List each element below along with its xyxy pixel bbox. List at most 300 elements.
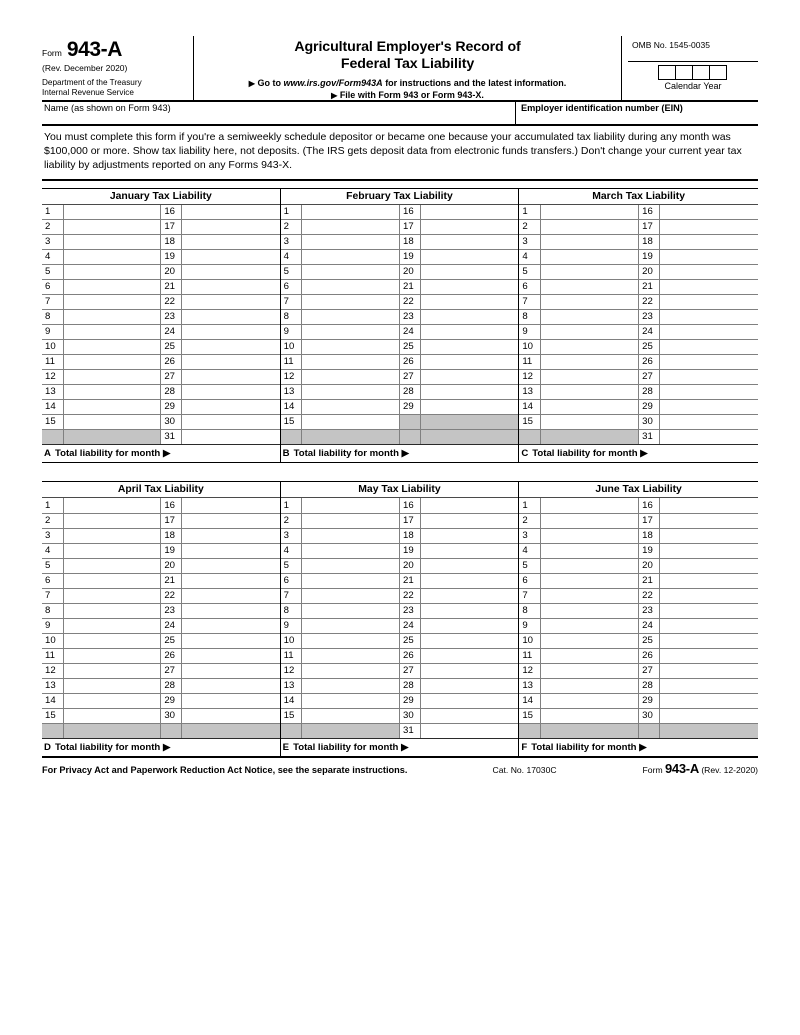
day-number-right: 29: [399, 693, 420, 708]
day-amount-right-input[interactable]: [660, 528, 758, 543]
day-number-left: 1: [281, 498, 302, 513]
day-amount-left-input[interactable]: [540, 280, 638, 295]
arrow-right-icon: ▶: [637, 448, 648, 460]
day-amount-right-input[interactable]: [182, 325, 280, 340]
day-amount-left-input[interactable]: [63, 355, 161, 370]
day-amount-left-input[interactable]: [540, 415, 638, 430]
day-amount-right-input[interactable]: [660, 205, 758, 220]
day-amount-left-input[interactable]: [302, 603, 400, 618]
goto-url[interactable]: www.irs.gov/Form943A: [283, 77, 383, 88]
day-amount-right-input[interactable]: [660, 693, 758, 708]
month-column-a: [42, 189, 281, 463]
identity-row: [42, 102, 758, 126]
day-number-left: 12: [281, 370, 302, 385]
calendar-year-digit-1[interactable]: [658, 65, 676, 80]
total-row-label: Total liability for month: [531, 741, 637, 753]
day-amount-right-input[interactable]: [420, 528, 518, 543]
day-number-right: [399, 415, 420, 430]
form-word-label: Form: [42, 48, 62, 58]
table-row: [519, 370, 758, 385]
day-amount-right-input[interactable]: [420, 310, 518, 325]
day-number-right: 27: [399, 663, 420, 678]
day-amount-left-input[interactable]: [302, 708, 400, 723]
day-amount-right-input[interactable]: [420, 295, 518, 310]
day-number-left: 14: [42, 693, 63, 708]
internal-revenue-service: Internal Revenue Service: [42, 88, 134, 97]
day-amount-left-input[interactable]: [63, 325, 161, 340]
calendar-year-digit-4[interactable]: [709, 65, 727, 80]
day-number-right: 27: [161, 370, 182, 385]
day-amount-right-input[interactable]: [182, 235, 280, 250]
day-amount-right-input[interactable]: [182, 573, 280, 588]
day-number-right: 19: [161, 543, 182, 558]
day-amount-right-input[interactable]: [420, 693, 518, 708]
day-number-left: 6: [281, 573, 302, 588]
day-number-right: 22: [161, 295, 182, 310]
day-number-right: 25: [399, 633, 420, 648]
day-amount-right-input[interactable]: [420, 603, 518, 618]
day-amount-left-input[interactable]: [540, 340, 638, 355]
day-number-right: [399, 430, 420, 445]
day-amount-right-input[interactable]: [182, 693, 280, 708]
goto-prefix: Go to: [257, 77, 281, 88]
day-amount-left-input[interactable]: [302, 295, 400, 310]
total-liability-row-f[interactable]: [519, 739, 758, 756]
day-amount-right-input[interactable]: [420, 723, 518, 738]
day-amount-right-input[interactable]: [420, 250, 518, 265]
day-number-left: 6: [42, 573, 63, 588]
day-amount-left-input[interactable]: [540, 648, 638, 663]
day-amount-right-input[interactable]: [182, 400, 280, 415]
day-amount-left-input[interactable]: [302, 310, 400, 325]
day-amount-right-input[interactable]: [420, 280, 518, 295]
day-amount-left-input[interactable]: [540, 310, 638, 325]
day-number-left: 11: [519, 648, 540, 663]
day-number-right: 16: [399, 498, 420, 513]
day-amount-right-input[interactable]: [660, 558, 758, 573]
day-amount-left-input[interactable]: [302, 265, 400, 280]
day-amount-left-input[interactable]: [302, 558, 400, 573]
day-amount-right-input[interactable]: [660, 280, 758, 295]
day-amount-left-input[interactable]: [302, 663, 400, 678]
day-number-right: 31: [161, 430, 182, 445]
day-amount-left-input[interactable]: [540, 370, 638, 385]
day-amount-right-input[interactable]: [182, 618, 280, 633]
day-amount-right-input[interactable]: [420, 513, 518, 528]
day-amount-right-input[interactable]: [420, 588, 518, 603]
day-amount-right-input[interactable]: [182, 498, 280, 513]
table-row: [519, 430, 758, 445]
month-column-c: [519, 189, 758, 463]
table-row: [519, 528, 758, 543]
day-amount-left-input[interactable]: [63, 415, 161, 430]
day-amount-right-input[interactable]: [182, 340, 280, 355]
day-number-right: [161, 723, 182, 738]
day-amount-left-input[interactable]: [63, 205, 161, 220]
day-number-right: 24: [161, 618, 182, 633]
table-row: [519, 588, 758, 603]
day-amount-left-input[interactable]: [540, 663, 638, 678]
day-number-left: 2: [519, 220, 540, 235]
name-field[interactable]: [42, 102, 516, 124]
day-amount-left-input[interactable]: [540, 235, 638, 250]
day-amount-right-input[interactable]: [660, 310, 758, 325]
table-row: [281, 265, 519, 280]
day-amount-left-input[interactable]: [302, 678, 400, 693]
day-amount-right-input[interactable]: [420, 633, 518, 648]
day-amount-right-input[interactable]: [182, 265, 280, 280]
day-number-right: 18: [399, 235, 420, 250]
day-amount-right-input[interactable]: [660, 265, 758, 280]
day-amount-right-input[interactable]: [182, 295, 280, 310]
day-amount-right-input[interactable]: [182, 250, 280, 265]
day-amount-right-input[interactable]: [420, 498, 518, 513]
table-row: [42, 370, 280, 385]
day-amount-right-input[interactable]: [660, 415, 758, 430]
day-amount-right-input[interactable]: [660, 588, 758, 603]
day-amount-right-input[interactable]: [660, 325, 758, 340]
day-number-left: 13: [281, 385, 302, 400]
day-amount-left-input[interactable]: [63, 528, 161, 543]
day-amount-right-input[interactable]: [660, 235, 758, 250]
day-number-left: 15: [42, 415, 63, 430]
day-amount-left-input[interactable]: [302, 633, 400, 648]
table-row: [519, 558, 758, 573]
day-amount-left-input[interactable]: [540, 603, 638, 618]
day-amount-left-input[interactable]: [302, 588, 400, 603]
table-row: [519, 205, 758, 220]
day-amount-left-input[interactable]: [63, 220, 161, 235]
day-amount-right-input[interactable]: [660, 603, 758, 618]
table-row: [281, 633, 519, 648]
day-amount-left-input[interactable]: [540, 250, 638, 265]
day-amount-right-input[interactable]: [182, 310, 280, 325]
department-treasury: Department of the Treasury: [42, 78, 142, 87]
day-amount-right-input[interactable]: [660, 573, 758, 588]
day-amount-right-input[interactable]: [420, 385, 518, 400]
day-number-left: 7: [519, 588, 540, 603]
day-amount-left-input[interactable]: [302, 220, 400, 235]
month-title: March Tax Liability: [519, 189, 758, 205]
day-amount-left-input[interactable]: [63, 370, 161, 385]
day-number-left: 2: [42, 513, 63, 528]
day-amount-left-input[interactable]: [63, 400, 161, 415]
day-amount-right-disabled: [420, 430, 518, 445]
day-amount-right-input[interactable]: [660, 648, 758, 663]
day-number-right: 26: [639, 648, 660, 663]
total-liability-row-a[interactable]: [42, 445, 280, 462]
day-amount-left-input[interactable]: [302, 400, 400, 415]
day-amount-right-input[interactable]: [182, 603, 280, 618]
day-amount-right-input[interactable]: [420, 558, 518, 573]
day-amount-right-input[interactable]: [182, 220, 280, 235]
day-amount-right-input[interactable]: [660, 220, 758, 235]
day-amount-right-input[interactable]: [420, 340, 518, 355]
day-amount-right-input[interactable]: [182, 528, 280, 543]
table-row: [42, 633, 280, 648]
day-amount-left-input[interactable]: [540, 618, 638, 633]
day-amount-left-input[interactable]: [63, 558, 161, 573]
table-row: [519, 573, 758, 588]
day-amount-right-input[interactable]: [660, 513, 758, 528]
day-number-left: 4: [281, 543, 302, 558]
day-amount-right-input[interactable]: [660, 678, 758, 693]
day-amount-left-input[interactable]: [540, 400, 638, 415]
day-number-right: 30: [639, 415, 660, 430]
table-row: [42, 430, 280, 445]
day-amount-right-input[interactable]: [660, 370, 758, 385]
day-number-left: 8: [42, 603, 63, 618]
day-amount-left-input[interactable]: [63, 678, 161, 693]
day-amount-left-input[interactable]: [63, 265, 161, 280]
day-amount-right-input[interactable]: [660, 355, 758, 370]
day-amount-right-input[interactable]: [182, 385, 280, 400]
day-amount-right-input[interactable]: [660, 400, 758, 415]
day-amount-right-input[interactable]: [420, 618, 518, 633]
day-number-left: 8: [519, 603, 540, 618]
day-amount-left-input[interactable]: [302, 693, 400, 708]
month-title: May Tax Liability: [281, 482, 519, 498]
table-row: [42, 528, 280, 543]
day-amount-left-input[interactable]: [540, 220, 638, 235]
day-amount-left-input[interactable]: [63, 513, 161, 528]
day-amount-right-input[interactable]: [660, 430, 758, 445]
day-number-left: 12: [519, 370, 540, 385]
day-amount-right-input[interactable]: [420, 678, 518, 693]
table-row: [519, 415, 758, 430]
day-amount-right-input[interactable]: [660, 498, 758, 513]
day-number-right: 24: [399, 325, 420, 340]
day-amount-left-input[interactable]: [302, 618, 400, 633]
day-number-right: 23: [399, 603, 420, 618]
day-number-right: 17: [399, 220, 420, 235]
day-number-left: 7: [519, 295, 540, 310]
day-amount-right-input[interactable]: [182, 415, 280, 430]
total-row-letter: B: [282, 448, 290, 460]
total-liability-row-c[interactable]: [519, 445, 758, 462]
day-amount-left-input[interactable]: [540, 498, 638, 513]
arrow-right-icon: ▶: [398, 741, 409, 753]
table-row: [42, 385, 280, 400]
day-amount-left-input[interactable]: [63, 588, 161, 603]
day-amount-left-input[interactable]: [540, 355, 638, 370]
total-liability-row-b[interactable]: [281, 445, 519, 462]
day-amount-left-input[interactable]: [302, 573, 400, 588]
day-amount-right-input[interactable]: [420, 325, 518, 340]
day-amount-left-input[interactable]: [302, 498, 400, 513]
day-amount-right-input[interactable]: [660, 618, 758, 633]
month-day-grid: [519, 498, 758, 739]
day-number-left: 14: [281, 693, 302, 708]
day-number-left: [281, 723, 302, 738]
footer-form-number: 943-A: [665, 760, 699, 776]
day-amount-right-input[interactable]: [182, 205, 280, 220]
day-amount-left-input[interactable]: [63, 708, 161, 723]
day-amount-right-input[interactable]: [660, 250, 758, 265]
day-amount-left-input[interactable]: [302, 250, 400, 265]
day-amount-left-input[interactable]: [302, 415, 400, 430]
day-amount-left-input[interactable]: [540, 588, 638, 603]
day-amount-left-input[interactable]: [540, 543, 638, 558]
day-amount-right-input[interactable]: [660, 340, 758, 355]
day-amount-right-input[interactable]: [420, 400, 518, 415]
day-amount-right-input[interactable]: [182, 513, 280, 528]
day-amount-left-input[interactable]: [540, 633, 638, 648]
day-amount-left-input[interactable]: [302, 235, 400, 250]
day-amount-left-input[interactable]: [63, 250, 161, 265]
day-amount-right-input[interactable]: [182, 430, 280, 445]
day-amount-left-input[interactable]: [302, 340, 400, 355]
total-liability-row-d[interactable]: [42, 739, 280, 756]
day-amount-right-input[interactable]: [182, 663, 280, 678]
day-number-left: 10: [42, 340, 63, 355]
day-amount-left-input[interactable]: [540, 265, 638, 280]
day-number-left: 14: [42, 400, 63, 415]
day-number-right: 20: [399, 265, 420, 280]
day-amount-left-input[interactable]: [540, 513, 638, 528]
day-amount-left-input[interactable]: [302, 355, 400, 370]
table-row: [519, 310, 758, 325]
day-amount-left-input[interactable]: [540, 325, 638, 340]
day-amount-right-input[interactable]: [420, 708, 518, 723]
day-amount-left-input[interactable]: [540, 295, 638, 310]
day-amount-right-input[interactable]: [182, 708, 280, 723]
day-number-right: 17: [399, 513, 420, 528]
day-amount-left-input[interactable]: [540, 385, 638, 400]
day-amount-left-input[interactable]: [63, 235, 161, 250]
day-amount-right-input[interactable]: [660, 295, 758, 310]
day-amount-right-input[interactable]: [182, 543, 280, 558]
day-amount-left-input[interactable]: [63, 340, 161, 355]
calendar-year-digit-3[interactable]: [692, 65, 710, 80]
calendar-year-input[interactable]: [659, 65, 727, 80]
table-row: [42, 648, 280, 663]
day-number-right: 30: [399, 708, 420, 723]
day-amount-left-input[interactable]: [302, 528, 400, 543]
name-label: Name (as shown on Form 943): [44, 103, 171, 113]
day-amount-left-input[interactable]: [540, 558, 638, 573]
day-amount-right-input[interactable]: [420, 648, 518, 663]
day-amount-left-input[interactable]: [302, 385, 400, 400]
day-number-right: 21: [639, 573, 660, 588]
day-amount-left-input[interactable]: [540, 573, 638, 588]
day-amount-left-input[interactable]: [302, 325, 400, 340]
day-amount-left-input[interactable]: [302, 543, 400, 558]
file-with-instruction: [194, 90, 621, 100]
table-row: [281, 618, 519, 633]
day-amount-left-input[interactable]: [63, 385, 161, 400]
table-row: [281, 708, 519, 723]
form-header: [42, 36, 758, 102]
day-amount-right-input[interactable]: [182, 678, 280, 693]
day-amount-left-input[interactable]: [63, 280, 161, 295]
ein-label: Employer identification number (EIN): [521, 103, 683, 113]
total-liability-row-e[interactable]: [281, 739, 519, 756]
day-number-right: 17: [161, 513, 182, 528]
day-amount-left-input[interactable]: [63, 693, 161, 708]
table-row: [519, 618, 758, 633]
day-amount-left-input[interactable]: [540, 205, 638, 220]
day-number-left: 7: [42, 295, 63, 310]
day-number-right: 20: [161, 265, 182, 280]
total-row-label: Total liability for month: [54, 448, 161, 460]
day-amount-left-input[interactable]: [63, 603, 161, 618]
day-amount-right-input[interactable]: [420, 543, 518, 558]
day-amount-left-input[interactable]: [302, 648, 400, 663]
form-number-line: [42, 39, 189, 60]
day-amount-right-input[interactable]: [660, 385, 758, 400]
day-amount-right-input[interactable]: [420, 235, 518, 250]
months-row: [42, 188, 758, 464]
form-identity-block: [42, 36, 194, 100]
day-amount-left-input[interactable]: [302, 205, 400, 220]
day-amount-right-input[interactable]: [182, 588, 280, 603]
table-row: [519, 295, 758, 310]
day-amount-right-input[interactable]: [420, 355, 518, 370]
day-number-left: 12: [519, 663, 540, 678]
arrow-right-icon: ▶: [160, 448, 171, 460]
day-number-right: 18: [161, 235, 182, 250]
day-amount-right-input[interactable]: [420, 370, 518, 385]
total-row-letter: D: [44, 741, 51, 753]
day-amount-right-input[interactable]: [182, 370, 280, 385]
day-amount-left-input[interactable]: [63, 295, 161, 310]
day-number-right: 31: [639, 430, 660, 445]
day-amount-right-input[interactable]: [420, 663, 518, 678]
day-amount-right-input[interactable]: [182, 280, 280, 295]
ein-field[interactable]: [516, 102, 758, 124]
day-amount-left-input[interactable]: [540, 708, 638, 723]
day-amount-left-input[interactable]: [302, 513, 400, 528]
day-amount-right-input[interactable]: [182, 633, 280, 648]
day-amount-left-input[interactable]: [540, 678, 638, 693]
day-amount-left-input[interactable]: [63, 498, 161, 513]
day-amount-left-input[interactable]: [540, 693, 638, 708]
day-amount-left-input[interactable]: [540, 528, 638, 543]
day-amount-right-input[interactable]: [420, 205, 518, 220]
day-amount-left-input[interactable]: [63, 618, 161, 633]
table-row: [281, 325, 519, 340]
day-amount-right-input[interactable]: [660, 633, 758, 648]
footer-form-word: Form: [642, 764, 663, 775]
day-amount-left-input[interactable]: [302, 280, 400, 295]
day-amount-right-input[interactable]: [660, 543, 758, 558]
table-row: [42, 235, 280, 250]
day-amount-left-input[interactable]: [63, 648, 161, 663]
calendar-year-digit-2[interactable]: [675, 65, 693, 80]
day-amount-right-input[interactable]: [420, 573, 518, 588]
day-number-left: 11: [42, 355, 63, 370]
day-amount-right-input[interactable]: [420, 265, 518, 280]
day-number-right: 28: [161, 385, 182, 400]
table-row: [42, 265, 280, 280]
day-amount-left-input[interactable]: [63, 543, 161, 558]
day-amount-right-input[interactable]: [660, 708, 758, 723]
day-amount-left-input[interactable]: [302, 370, 400, 385]
day-amount-left-input[interactable]: [63, 663, 161, 678]
day-number-left: 11: [281, 355, 302, 370]
day-amount-left-input[interactable]: [63, 573, 161, 588]
day-amount-right-input[interactable]: [182, 558, 280, 573]
day-amount-right-input[interactable]: [660, 663, 758, 678]
day-number-left: 9: [519, 618, 540, 633]
day-amount-left-input[interactable]: [63, 633, 161, 648]
day-amount-left-input[interactable]: [63, 310, 161, 325]
day-amount-right-input[interactable]: [420, 220, 518, 235]
day-amount-right-input[interactable]: [182, 355, 280, 370]
table-row: [281, 250, 519, 265]
day-amount-right-input[interactable]: [182, 648, 280, 663]
